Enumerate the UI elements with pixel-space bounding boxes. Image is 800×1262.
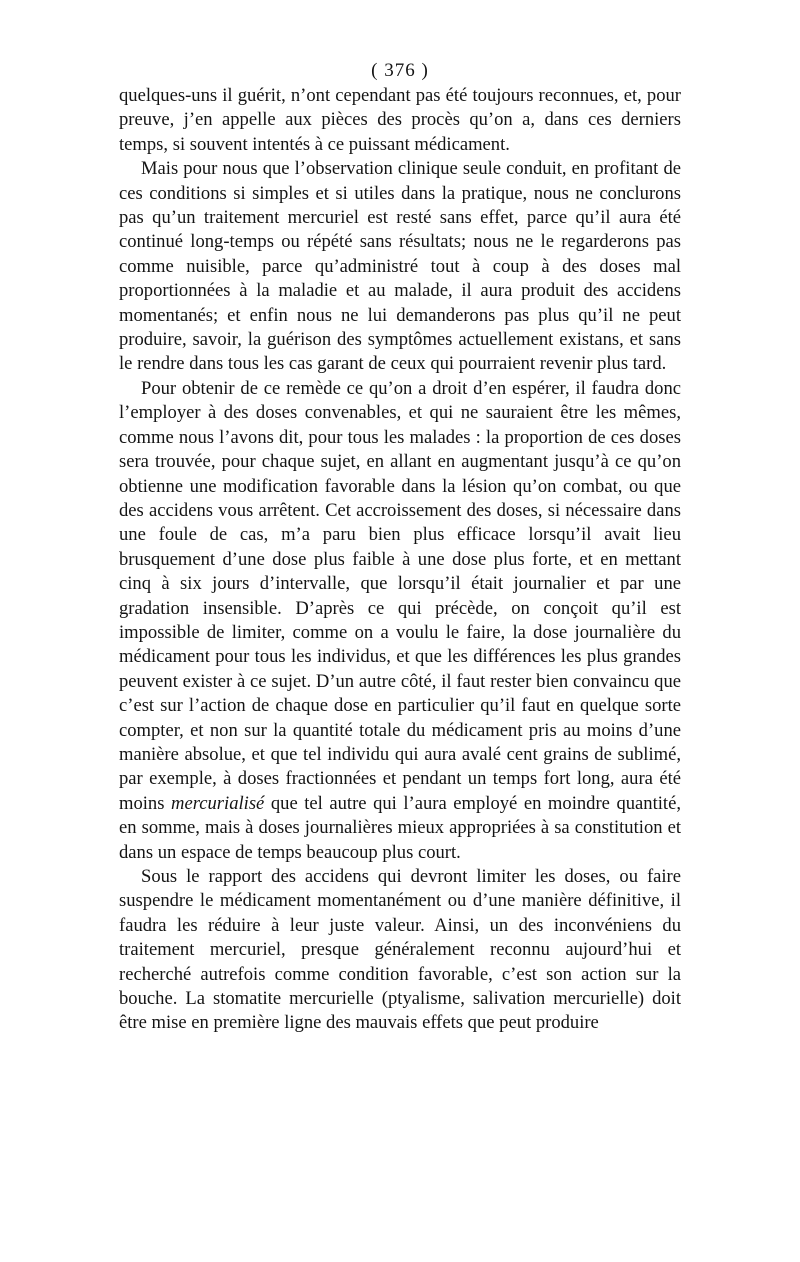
paragraph-3 [119, 377, 681, 865]
paragraph-3-text-before: Pour obtenir de ce remède ce qu’on a droit d’en espérer, il faudra donc l’employer à des doses convenables, et qui ne sauraient être les mêmes, comme nous l’avons dit, pour tous les malades : la proportion de ces doses sera trouvée, pour chaque sujet, en allant en augmentant jusqu’à ce qu’on obtienne une modification favorable dans la lésion qu’on combat, ou que des accidens vous arrêtent. Cet accroissement des doses, si nécessaire dans une foule de cas, m’a paru bien plus efficace lorsqu’il avait lieu brusquement d’une dose plus faible à une dose plus forte, et en mettant cinq à six jours d’intervalle, que lorsqu’il était journalier et par une gradation insensible. D’après ce qui précède, on conçoit qu’il est impossible de limiter, comme on a voulu le faire, la dose journalière du médicament pour tous les individus, et que les différences les plus grandes peuvent exister à ce sujet. D’un autre côté, il faut rester bien convaincu que c’est sur l’action de chaque dose en particulier qu’il faut en quelque sorte compter, et non sur la quantité totale du médicament pris au moins d’une manière absolue, et que tel individu qui aura avalé cent grains de sublimé, par exemple, à doses fractionnées et pendant un temps fort long, aura été moins [119, 377, 681, 814]
paragraph-1: quelques-uns il guérit, n’ont cependant pas été toujours reconnues, et, pour preuve, j’en appelle aux pièces des procès qu’on a, dans ces derniers temps, si souvent intentés à ce puissant médicament. [119, 85, 681, 155]
paragraph-4: Sous le rapport des accidens qui devront limiter les doses, ou faire suspendre le médicament momentanément ou d’une manière définitive, il faudra les réduire à leur juste valeur. Ainsi, un des inconvéniens du traitement mercuriel, presque généralement reconnu aujourd’hui et recherché autrefois comme condition favorable, c’est son action sur la bouche. La stomatite mercurielle (ptyalisme, salivation mercurielle) doit être mise en première ligne des mauvais effets que peut produire [119, 866, 681, 1034]
paragraph-3-text-after: que tel autre qui l’aura employé en moindre quantité, en somme, mais à doses journalières mieux appropriées à sa constitution et dans un espace de temps beaucoup plus court. [119, 792, 681, 863]
body-text [119, 84, 681, 1036]
page-number: ( 376 ) [371, 60, 429, 81]
paragraph-2: Mais pour nous que l’observation clinique seule conduit, en profitant de ces conditions si simples et si utiles dans la pratique, nous ne conclurons pas qu’un traitement mercuriel est resté sans effet, parce qu’il aura été continué long-temps ou répété sans résultats; nous ne le regarderons pas comme nuisible, parce qu’administré tout à coup à des doses mal proportionnées à la maladie et au malade, il aura produit des accidens momentanés; et enfin nous ne lui demanderons pas plus qu’il ne peut produire, savoir, la guérison des symptômes actuellement existans, et sans le rendre dans tous les cas garant de ceux qui pourraient revenir plus tard. [119, 158, 681, 375]
paragraph-3-emphasis: mercurialisé [171, 792, 265, 814]
